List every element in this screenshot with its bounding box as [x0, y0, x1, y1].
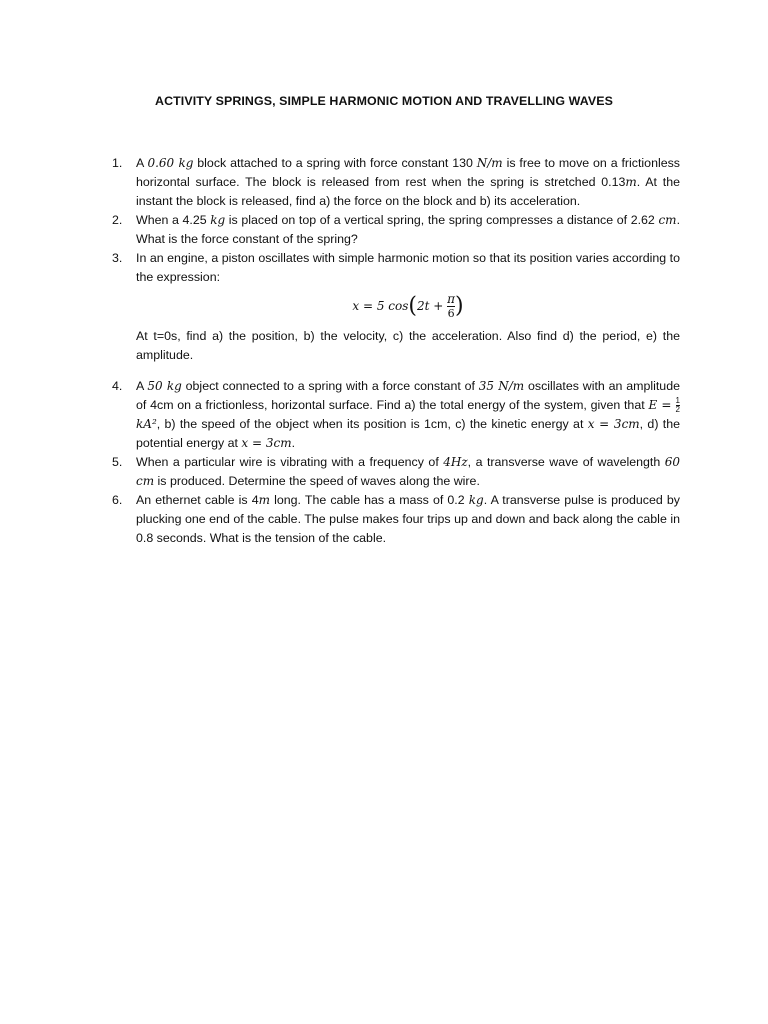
question-text: is produced. Determine the speed of waves along the wire.: [154, 474, 480, 488]
fraction-numerator: 1: [675, 396, 680, 406]
question-text: . A transverse pulse is produced by plucking one end of the cable. The pulse makes four trips up and down and back along the cable in 0.8 seconds. What is the tension of the cable.: [136, 493, 680, 545]
question-text: oscillates with an amplitude of 4cm on a frictionless, horizontal surface. Find a) the total energy of the system, given that: [136, 379, 680, 412]
math-expression: N/m: [476, 156, 503, 170]
math-expression: x = 3cm: [241, 436, 292, 450]
question-text: is placed on top of a vertical spring, the spring compresses a distance of 2.62: [225, 213, 659, 227]
question-number: 6.: [112, 493, 123, 507]
math-expression: 50 kg: [147, 379, 182, 393]
question-text: . What is the force constant of the spring?: [136, 213, 681, 246]
equation-argument: 2t +: [416, 299, 448, 313]
math-expression: m: [258, 493, 270, 507]
math-expression: 60 cm: [136, 455, 680, 488]
question-6: [108, 491, 680, 548]
question-number: 4.: [112, 379, 123, 393]
fraction-numerator: π: [447, 292, 456, 306]
document-title: ACTIVITY SPRINGS, SIMPLE HARMONIC MOTION AND TRAVELLING WAVES: [155, 94, 613, 108]
question-2: [108, 211, 680, 249]
spacer: [108, 365, 680, 377]
question-text: An ethernet cable is 4: [136, 493, 259, 507]
question-text: A: [136, 156, 148, 170]
math-expression: m: [625, 175, 637, 189]
fraction-denominator: 6: [447, 307, 455, 320]
question-text: , a transverse wave of wavelength: [467, 455, 665, 469]
math-expression: E =: [648, 398, 676, 412]
question-text: A: [136, 379, 148, 393]
question-text: block attached to a spring with force constant 130: [193, 156, 477, 170]
question-text: When a 4.25: [136, 213, 211, 227]
question-5: [108, 453, 680, 491]
equation-left: x = 5 cos: [352, 299, 409, 313]
question-text: .: [291, 436, 296, 450]
math-expression: 4Hz: [443, 455, 468, 469]
math-expression: cm: [658, 213, 677, 227]
question-text: long. The cable has a mass of 0.2: [269, 493, 469, 507]
question-number: 5.: [112, 455, 123, 469]
question-text: , b) the speed of the object when its position is 1cm, c) the kinetic energy at: [156, 417, 588, 431]
question-text: In an engine, a piston oscillates with simple harmonic motion so that its position varies according to the expression:: [136, 251, 680, 284]
question-text: At t=0s, find a) the position, b) the velocity, c) the acceleration. Also find d) the period, e) the amplitude.: [136, 329, 680, 362]
question-1: [108, 154, 680, 211]
math-expression: 0.60 kg: [147, 156, 194, 170]
fraction-half: [676, 397, 680, 414]
question-text: . At the instant the block is released, find a) the force on the block and b) its acceleration.: [136, 175, 680, 208]
math-expression: x = 3cm: [587, 417, 640, 431]
fraction-denominator: 2: [675, 405, 680, 415]
question-list: [108, 154, 680, 548]
math-expression: 35 N/m: [478, 379, 525, 393]
question-text: is free to move on a frictionless horizontal surface. The block is released from rest when the spring is stretched 0.13: [136, 156, 680, 189]
question-number: 3.: [112, 251, 123, 265]
math-expression: kg: [468, 493, 484, 507]
math-expression: kg: [210, 213, 226, 227]
math-expression: kA²: [136, 417, 157, 431]
question-text: object connected to a spring with a force constant of: [181, 379, 479, 393]
question-text: When a particular wire is vibrating with a frequency of: [136, 455, 444, 469]
question-3: [108, 249, 680, 365]
fraction: [447, 293, 455, 320]
question-number: 2.: [112, 213, 123, 227]
question-number: 1.: [112, 156, 123, 170]
equation: x = 5 cos(2t + $\frac{\pi}{6}$ ): [352, 292, 464, 320]
question-text: , d) the potential energy at: [136, 417, 681, 450]
question-4: [108, 377, 680, 453]
